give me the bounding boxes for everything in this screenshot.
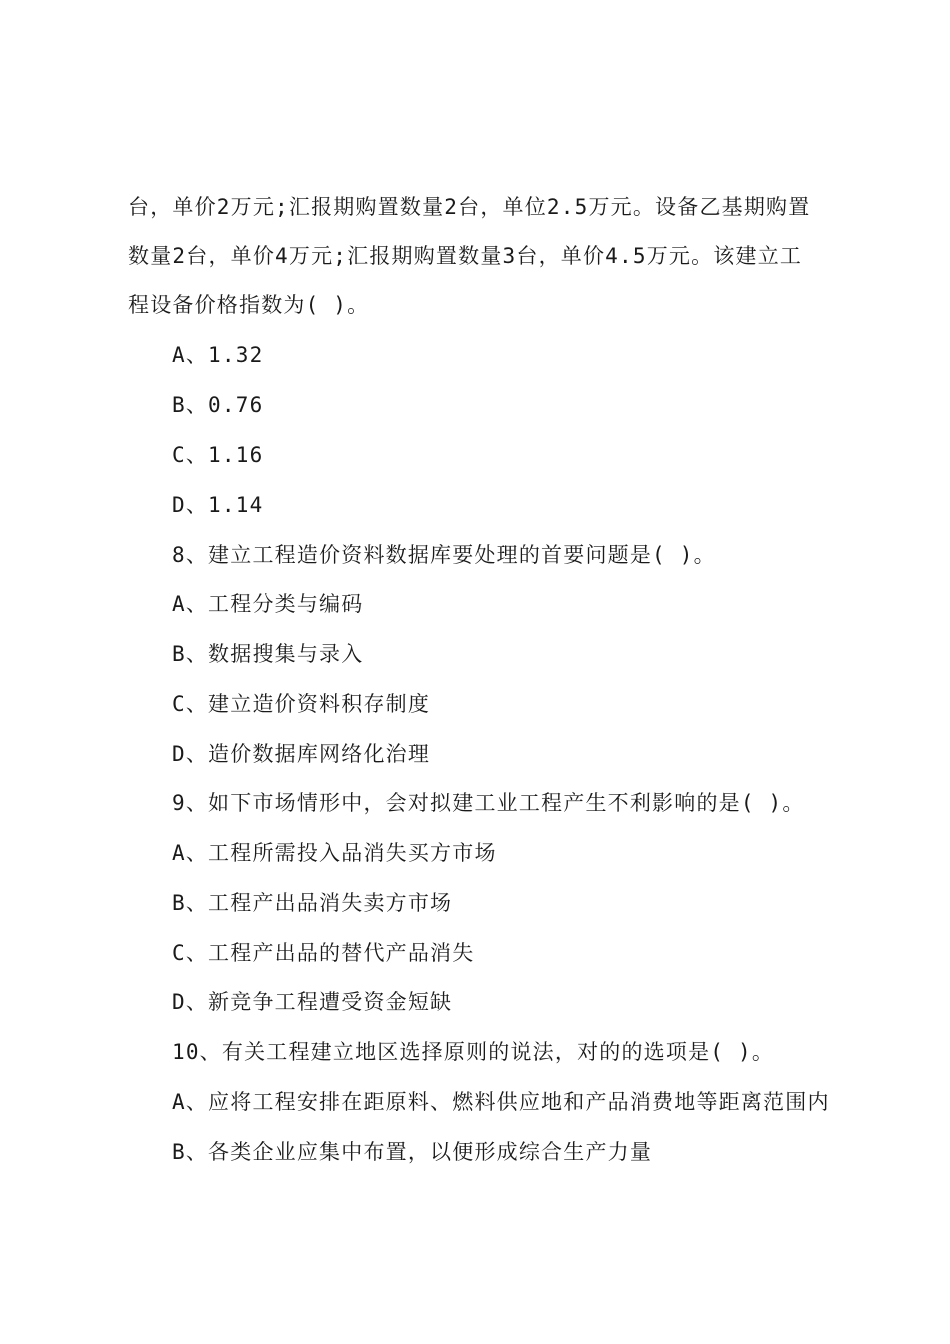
q10-option-a: A、应将工程安排在距原料、燃料供应地和产品消费地等距离范围内 [172,1090,830,1114]
q8-option-b: B、数据搜集与录入 [172,642,364,666]
q7-option-b: B、0.76 [172,393,264,417]
q7-option-a: A、1.32 [172,343,264,367]
q9-option-c: C、工程产出品的替代产品消失 [172,941,475,965]
q8-option-d: D、造价数据库网络化治理 [172,742,431,766]
intro-line-1: 台，单价2万元;汇报期购置数量2台，单位2.5万元。设备乙基期购置 [128,195,811,219]
q10-option-b: B、各类企业应集中布置，以便形成综合生产力量 [172,1140,653,1164]
q9-option-d: D、新竞争工程遭受资金短缺 [172,990,453,1014]
intro-line-3: 程设备价格指数为( )。 [128,293,370,317]
q10-question: 10、有关工程建立地区选择原则的说法，对的的选项是( )。 [172,1040,775,1064]
q8-option-c: C、建立造价资料积存制度 [172,692,431,716]
q8-option-a: A、工程分类与编码 [172,592,364,616]
q7-option-d: D、1.14 [172,493,264,517]
q7-option-c: C、1.16 [172,443,264,467]
intro-line-2: 数量2台，单价4万元;汇报期购置数量3台，单价4.5万元。该建立工 [128,244,803,268]
q9-question: 9、如下市场情形中，会对拟建工业工程产生不利影响的是( )。 [172,791,805,815]
q8-question: 8、建立工程造价资料数据库要处理的首要问题是( )。 [172,543,716,567]
q9-option-a: A、工程所需投入品消失买方市场 [172,841,497,865]
q9-option-b: B、工程产出品消失卖方市场 [172,891,453,915]
